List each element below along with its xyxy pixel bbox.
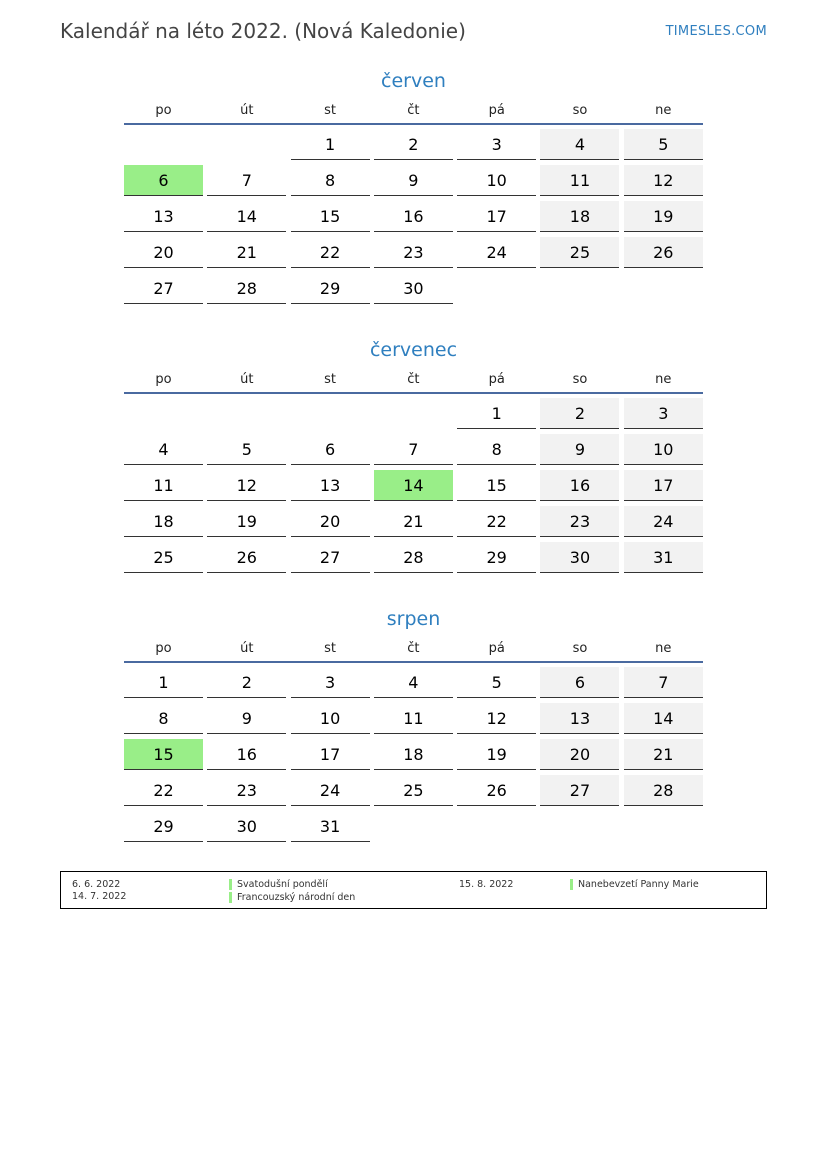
day-cell: 15 — [124, 739, 203, 770]
day-cell: 14 — [374, 470, 453, 501]
day-cell: 6 — [291, 434, 370, 465]
day-cell: 20 — [291, 506, 370, 537]
day-cell: 10 — [291, 703, 370, 734]
week-row — [124, 237, 703, 273]
day-cell: 4 — [124, 434, 203, 465]
week-row — [124, 775, 703, 811]
day-cell: 3 — [457, 129, 536, 160]
day-cell: 30 — [540, 542, 619, 573]
empty-day-cell — [124, 398, 203, 429]
legend-item — [229, 878, 328, 890]
day-cell: 21 — [374, 506, 453, 537]
day-cell: 8 — [124, 703, 203, 734]
week-row — [124, 703, 703, 739]
empty-day-cell — [540, 273, 619, 304]
day-cell: 17 — [624, 470, 703, 501]
weekday-label: út — [240, 372, 254, 387]
day-cell: 31 — [291, 811, 370, 842]
day-cell: 19 — [207, 506, 286, 537]
day-cell: 11 — [374, 703, 453, 734]
weekday-label: po — [155, 641, 172, 656]
day-cell: 7 — [374, 434, 453, 465]
page-title: Kalendář na léto 2022. (Nová Kaledonie) — [60, 19, 466, 43]
day-cell: 4 — [374, 667, 453, 698]
day-cell: 11 — [540, 165, 619, 196]
day-cell: 17 — [457, 201, 536, 232]
weekday-label: ne — [655, 103, 672, 118]
day-cell: 6 — [124, 165, 203, 196]
day-cell: 7 — [624, 667, 703, 698]
week-row — [124, 667, 703, 703]
day-cell: 18 — [374, 739, 453, 770]
day-cell: 22 — [457, 506, 536, 537]
day-cell: 8 — [291, 165, 370, 196]
day-cell: 28 — [207, 273, 286, 304]
empty-day-cell — [124, 129, 203, 160]
day-cell: 20 — [540, 739, 619, 770]
weekday-label: st — [324, 641, 337, 656]
week-row — [124, 434, 703, 470]
empty-day-cell — [207, 398, 286, 429]
day-cell: 27 — [124, 273, 203, 304]
day-cell: 3 — [624, 398, 703, 429]
day-cell: 9 — [540, 434, 619, 465]
day-cell: 30 — [374, 273, 453, 304]
weekday-label: so — [572, 103, 588, 118]
weekday-label: so — [572, 372, 588, 387]
day-cell: 19 — [624, 201, 703, 232]
day-cell: 1 — [124, 667, 203, 698]
legend-holiday-name: Nanebevzetí Panny Marie — [578, 878, 699, 890]
day-cell: 24 — [624, 506, 703, 537]
month-name: červenec — [369, 339, 458, 361]
holiday-legend — [60, 871, 767, 909]
week-row — [124, 273, 703, 309]
day-cell: 23 — [374, 237, 453, 268]
day-cell: 5 — [207, 434, 286, 465]
day-cell: 29 — [124, 811, 203, 842]
day-cell: 23 — [207, 775, 286, 806]
legend-holiday-name: Francouzský národní den — [237, 891, 356, 903]
day-cell: 5 — [457, 667, 536, 698]
week-row — [124, 201, 703, 237]
day-cell: 21 — [207, 237, 286, 268]
day-cell: 13 — [124, 201, 203, 232]
week-row — [124, 470, 703, 506]
day-cell: 10 — [457, 165, 536, 196]
week-row — [124, 811, 703, 847]
month-name: červen — [381, 70, 446, 92]
day-cell: 26 — [624, 237, 703, 268]
day-cell: 22 — [291, 237, 370, 268]
day-cell: 9 — [207, 703, 286, 734]
legend-item — [570, 878, 699, 890]
holiday-marker — [229, 879, 232, 890]
day-cell: 14 — [624, 703, 703, 734]
legend-date: 15. 8. 2022 — [459, 879, 514, 890]
weekday-label: út — [240, 103, 254, 118]
day-cell: 23 — [540, 506, 619, 537]
empty-day-cell — [457, 811, 536, 842]
weekday-header — [124, 104, 703, 125]
day-cell: 2 — [540, 398, 619, 429]
weekday-label: čt — [407, 103, 420, 118]
day-cell: 27 — [291, 542, 370, 573]
day-cell: 24 — [457, 237, 536, 268]
weekday-label: čt — [407, 372, 420, 387]
day-cell: 30 — [207, 811, 286, 842]
empty-day-cell — [624, 811, 703, 842]
weekday-label: čt — [407, 641, 420, 656]
day-cell: 4 — [540, 129, 619, 160]
empty-day-cell — [291, 398, 370, 429]
empty-day-cell — [624, 273, 703, 304]
month-calendar — [124, 68, 703, 309]
day-cell: 14 — [207, 201, 286, 232]
day-cell: 25 — [374, 775, 453, 806]
day-cell: 27 — [540, 775, 619, 806]
empty-day-cell — [374, 811, 453, 842]
day-cell: 7 — [207, 165, 286, 196]
day-cell: 18 — [540, 201, 619, 232]
weekday-label: po — [155, 372, 172, 387]
day-cell: 13 — [540, 703, 619, 734]
day-cell: 2 — [207, 667, 286, 698]
weekday-label: ne — [655, 641, 672, 656]
month-calendar — [124, 606, 703, 847]
week-row — [124, 398, 703, 434]
month-name: srpen — [386, 608, 441, 630]
weekday-label: pá — [488, 641, 505, 656]
day-cell: 12 — [457, 703, 536, 734]
holiday-marker — [229, 892, 232, 903]
day-cell: 10 — [624, 434, 703, 465]
day-cell: 31 — [624, 542, 703, 573]
week-row — [124, 129, 703, 165]
day-cell: 20 — [124, 237, 203, 268]
day-cell: 11 — [124, 470, 203, 501]
day-cell: 16 — [374, 201, 453, 232]
day-cell: 12 — [207, 470, 286, 501]
day-cell: 21 — [624, 739, 703, 770]
day-cell: 15 — [291, 201, 370, 232]
day-cell: 1 — [457, 398, 536, 429]
weekday-label: út — [240, 641, 254, 656]
weekday-label: so — [572, 641, 588, 656]
day-cell: 29 — [457, 542, 536, 573]
brand-link[interactable]: TIMESLES.COM — [665, 24, 767, 39]
day-cell: 19 — [457, 739, 536, 770]
day-cell: 28 — [374, 542, 453, 573]
day-cell: 25 — [540, 237, 619, 268]
day-cell: 1 — [291, 129, 370, 160]
weekday-label: st — [324, 372, 337, 387]
weekday-header — [124, 373, 703, 394]
day-cell: 9 — [374, 165, 453, 196]
empty-day-cell — [374, 398, 453, 429]
legend-item — [229, 891, 355, 903]
day-cell: 26 — [457, 775, 536, 806]
week-row — [124, 506, 703, 542]
weekday-label: pá — [488, 103, 505, 118]
weekday-label: st — [324, 103, 337, 118]
weekday-label: ne — [655, 372, 672, 387]
day-cell: 15 — [457, 470, 536, 501]
day-cell: 25 — [124, 542, 203, 573]
weekday-header — [124, 642, 703, 663]
day-cell: 16 — [540, 470, 619, 501]
day-cell: 16 — [207, 739, 286, 770]
day-cell: 13 — [291, 470, 370, 501]
day-cell: 6 — [540, 667, 619, 698]
month-calendar — [124, 337, 703, 578]
day-cell: 5 — [624, 129, 703, 160]
legend-date: 6. 6. 2022 — [72, 879, 121, 890]
week-row — [124, 739, 703, 775]
weekday-label: pá — [488, 372, 505, 387]
legend-date: 14. 7. 2022 — [72, 891, 127, 902]
empty-day-cell — [540, 811, 619, 842]
day-cell: 29 — [291, 273, 370, 304]
holiday-marker — [570, 879, 573, 890]
day-cell: 22 — [124, 775, 203, 806]
day-cell: 3 — [291, 667, 370, 698]
weekday-label: po — [155, 103, 172, 118]
day-cell: 18 — [124, 506, 203, 537]
empty-day-cell — [207, 129, 286, 160]
day-cell: 24 — [291, 775, 370, 806]
legend-holiday-name: Svatodušní pondělí — [237, 878, 328, 890]
week-row — [124, 165, 703, 201]
day-cell: 28 — [624, 775, 703, 806]
week-row — [124, 542, 703, 578]
day-cell: 26 — [207, 542, 286, 573]
day-cell: 8 — [457, 434, 536, 465]
day-cell: 2 — [374, 129, 453, 160]
empty-day-cell — [457, 273, 536, 304]
day-cell: 12 — [624, 165, 703, 196]
day-cell: 17 — [291, 739, 370, 770]
